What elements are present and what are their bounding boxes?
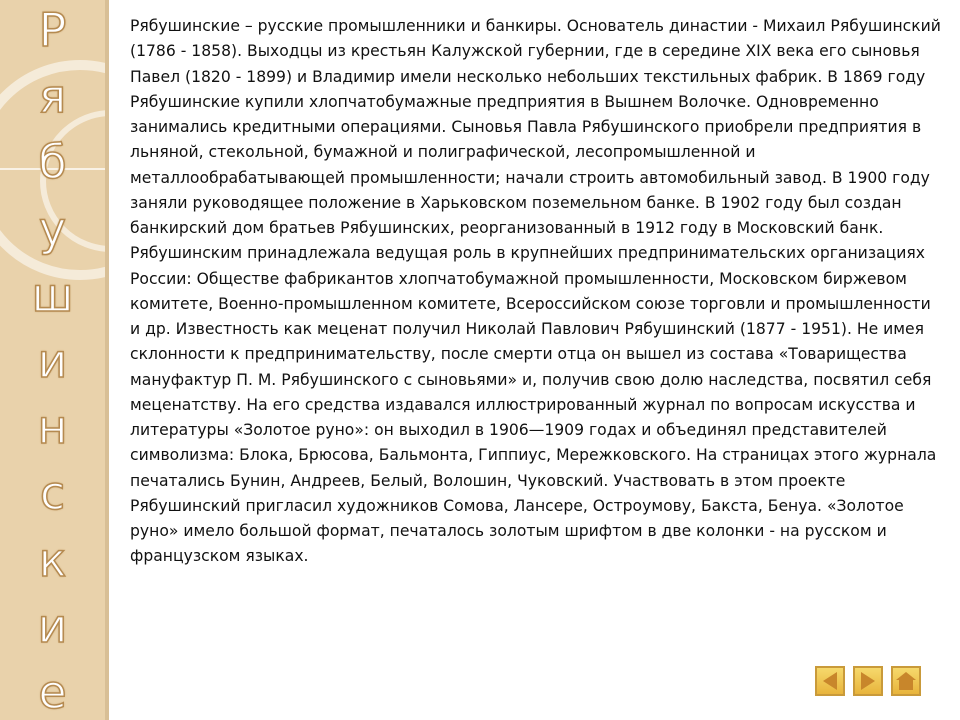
title-letter: и: [37, 598, 68, 653]
title-letter: ш: [31, 267, 74, 322]
sidebar-border: [105, 0, 109, 720]
title-letter: Р: [38, 3, 67, 57]
title-letter: е: [38, 664, 67, 719]
title-letter: н: [37, 400, 68, 455]
title-letter: к: [38, 532, 67, 587]
home-icon: [896, 672, 916, 690]
body-text: Рябушинские – русские промышленники и банкиры. Основатель династии - Михаил Рябушинский (1786 - 1858). Выходцы из крестьян Калужской губернии, где в середине XIX века его сыновья Павел (1820 - 1899) и Владимир имели несколько небольших текстильных фабрик. В 1869 году Рябушинские купили хлопчатобумажные предприятия в Вышнем Волочке. Одновременно занимались кредитными операциями. Сыновья Павла Рябушинского приобрели предприятия в льняной, стекольной, бумажной и полиграфической, лесопромышленной и металлообрабатывающей промышленности; начали строить автомобильный завод. В 1900 году заняли руководящее положение в Харьковском поземельном банке. В 1902 году был создан банкирский дом братьев Рябушинских, реорганизованный в 1912 году в Московский банк. Рябушинским принадлежала ведущая роль в крупнейших предпринимательских организациях России: Обществе фабрикантов хлопчатобумажной промышленности, Московском биржевом комитете, Военно-промышленном комитете, Всероссийском союзе торговли и промышленности и др. Известность как меценат получил Николай Павлович Рябушинский (1877 - 1951). Не имея склонности к предпринимательству, после смерти отца он вышел из состава «Товарищества мануфактур П. М. Рябушинского с сыновьями» и, получив свою долю наследства, посвятил себя меценатству. На его средства издавался иллюстрированный журнал по вопросам искусства и литературы «Золотое руно»: он выходил в 1906—1909 годах и объединял представителей символизма: Блока, Брюсова, Бальмонта, Гиппиус, Мережковского. На страницах этого журнала печатались Бунин, Андреев, Белый, Волошин, Чуковский. Участвовать в этом проекте Рябушинский пригласил художников Сомова, Лансере, Остроумову, Бакста, Бенуа. «Золотое руно» имело большой формат, печаталось золотым шрифтом в две колонки - на русском и французском языках.: [130, 17, 941, 566]
triangle-left-icon: [823, 672, 837, 690]
title-letter: и: [37, 333, 68, 388]
next-slide-button[interactable]: [853, 666, 883, 696]
sidebar: [0, 0, 105, 720]
title-letter: с: [39, 466, 66, 521]
title-letter: я: [38, 69, 67, 124]
title-letter: б: [38, 135, 67, 190]
home-button[interactable]: [891, 666, 921, 696]
previous-slide-button[interactable]: [815, 666, 845, 696]
triangle-right-icon: [861, 672, 875, 690]
title-letter: у: [38, 201, 67, 256]
vertical-title: [0, 3, 105, 720]
slide-navigation: [815, 666, 921, 696]
